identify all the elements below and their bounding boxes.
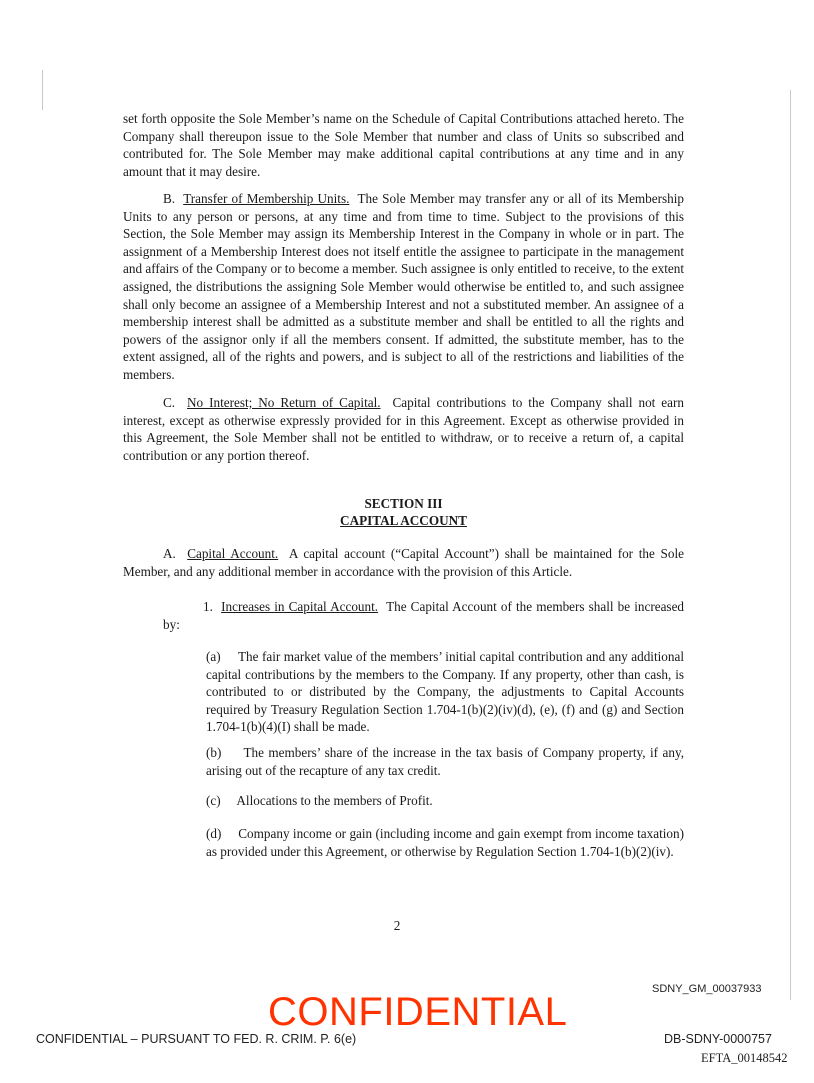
list-item bbox=[206, 744, 684, 779]
capital-account-label: A. bbox=[163, 546, 176, 561]
increases-text: The Capital Account of the members shall be increased by: bbox=[163, 599, 685, 632]
increases-paragraph bbox=[163, 598, 684, 633]
capital-account-heading: Capital Account. bbox=[187, 546, 279, 561]
item-c-label: (c) bbox=[206, 793, 221, 808]
item-a-text: The fair market value of the members’ initial capital contribution and any additional capital contributions by the members to the Company. If any property, other than cash, is contributed to or distributed by the Company, the adjustments to Capital Accounts required by Treasury Regulation Section 1.704-1(b)(2)(iv)(d), (e), (f) and (g) and Section 1.704-1(b)(4)(I) shall be made. bbox=[206, 649, 685, 735]
item-b-label: (b) bbox=[206, 745, 222, 760]
item-c-text: Allocations to the members of Profit. bbox=[236, 793, 433, 808]
section-b-paragraph bbox=[123, 190, 684, 384]
footer-bates-number: DB-SDNY-0000757 bbox=[664, 1032, 772, 1046]
footer-confidential-notice: CONFIDENTIAL – PURSUANT TO FED. R. CRIM. P. 6(e) bbox=[36, 1032, 357, 1046]
bates-sdny-gm: SDNY_GM_00037933 bbox=[652, 983, 762, 995]
item-a-label: (a) bbox=[206, 649, 221, 664]
top-paragraph: set forth opposite the Sole Member’s name on the Schedule of Capital Contributions attached hereto. The Company shall thereupon issue to the Sole Member that number and class of Units so subscribed and contributed for. The Sole Member may make additional capital contributions at any time and in any amount that it may desire. bbox=[123, 111, 684, 179]
item-b-text: The members’ share of the increase in the tax basis of Company property, if any, arising out of the recapture of any tax credit. bbox=[206, 745, 685, 778]
scan-edge-left bbox=[42, 70, 43, 110]
page-number: 2 bbox=[393, 918, 401, 933]
section-name: CAPITAL ACCOUNT bbox=[340, 513, 467, 528]
capital-account-paragraph bbox=[123, 545, 684, 580]
section-b-label: B. bbox=[163, 191, 176, 206]
scan-edge-right bbox=[790, 90, 791, 1000]
section-c-label: C. bbox=[163, 395, 176, 410]
confidential-stamp: CONFIDENTIAL bbox=[268, 990, 568, 1034]
capital-account-text: A capital account (“Capital Account”) shall be maintained for the Sole Member, and any additional member in accordance with the provision of this Article. bbox=[123, 546, 684, 579]
section-c-text: Capital contributions to the Company shall not earn interest, except as otherwise expressly provided for in this Agreement. Except as otherwise provided in this Agreement, the Sole Member shall not be entitled to withdraw, or to receive a return of, a capital contribution or any portion thereof. bbox=[123, 395, 685, 463]
increases-label: 1. bbox=[203, 599, 213, 614]
section-number: SECTION III bbox=[364, 496, 443, 511]
item-d-text: Company income or gain (including income and gain exempt from income taxation) as provided under this Agreement, or otherwise by Regulation Section 1.704-1(b)(2)(iv). bbox=[206, 826, 685, 859]
list-item bbox=[206, 648, 684, 736]
section-c-paragraph bbox=[123, 394, 684, 464]
list-item bbox=[206, 792, 684, 810]
section-c-heading: No Interest; No Return of Capital. bbox=[187, 395, 381, 410]
efta-number: EFTA_00148542 bbox=[701, 1051, 788, 1065]
list-item bbox=[206, 825, 684, 860]
item-d-label: (d) bbox=[206, 826, 222, 841]
section-b-heading: Transfer of Membership Units. bbox=[183, 191, 350, 206]
increases-heading: Increases in Capital Account. bbox=[221, 599, 379, 614]
section-b-text: The Sole Member may transfer any or all of its Membership Units to any person or persons, at any time and from time to time. Subject to the provisions of this Section, the Sole Member may assign its Membership Interest in the Company in whole or in part. The assignment of a Membership Interest does not itself entitle the assignee to participate in the management and affairs of the Company or to become a member. Such assignee is only entitled to receive, to the extent assigned, the distributions the assigning Sole Member would otherwise be entitled to, and such assignee shall only become an assignee of a Membership Interest and not a substituted member. An assignee of a membership interest shall be admitted as a substitute member and shall be entitled to all the rights and powers of the assignor only if all the members consent. If admitted, the substitute member, has to the extent assigned, all of the rights and powers, and is subject to all of the restrictions and liabilities of the members. bbox=[123, 191, 685, 382]
